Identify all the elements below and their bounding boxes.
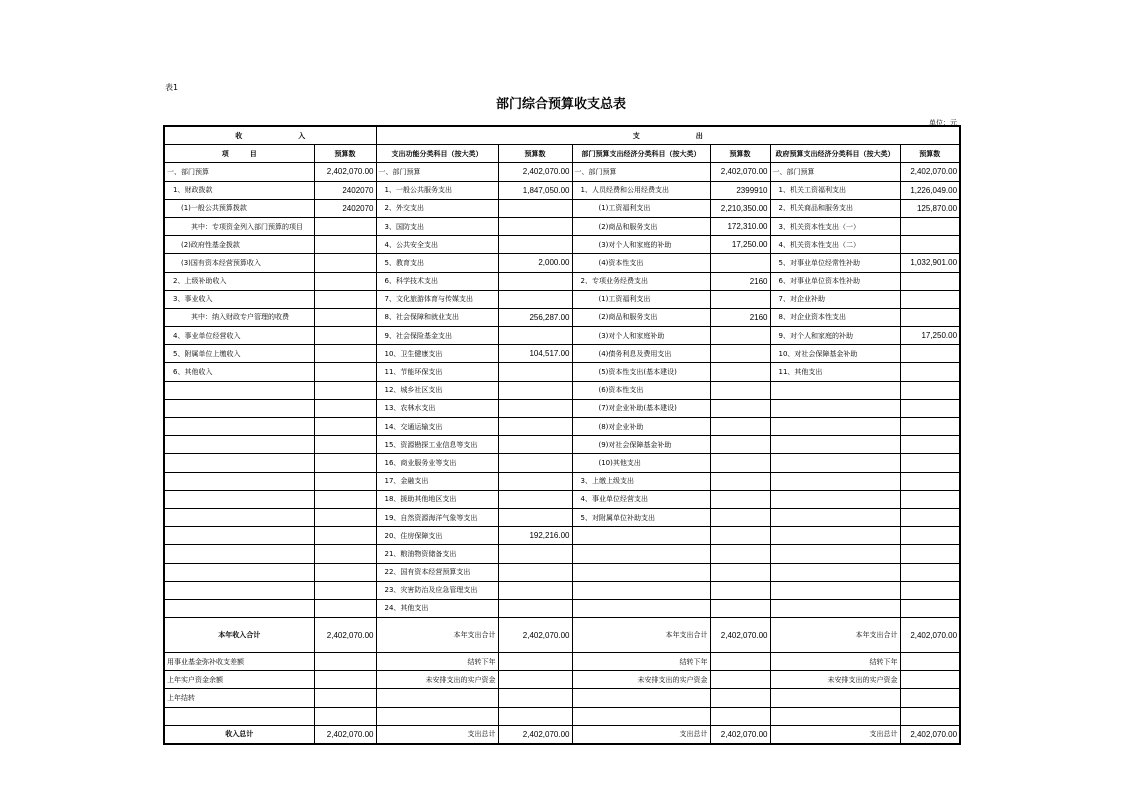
grand-income-label: 收入总计 [164, 725, 314, 744]
func-class-item: 8、社会保障和就业支出 [376, 308, 498, 326]
dept-econ-budget [710, 418, 770, 436]
gov-econ-budget [900, 599, 960, 617]
income-item: (3)国有资本经营预算收入 [164, 254, 314, 272]
func-class-item: 2、外交支出 [376, 199, 498, 217]
func-class-budget [498, 418, 572, 436]
gov-econ-budget [900, 527, 960, 545]
gov-econ-item: 1、机关工资福利支出 [770, 181, 900, 199]
gov-econ-budget [900, 217, 960, 235]
dept-econ-item [572, 563, 710, 581]
dept-econ-item: 3、上缴上级支出 [572, 472, 710, 490]
gov-econ-budget [900, 290, 960, 308]
table-row [164, 508, 960, 526]
table-row [164, 454, 960, 472]
func-class-item: 14、交通运输支出 [376, 418, 498, 436]
dept-econ-budget [710, 363, 770, 381]
func-class-item: 1、一般公共服务支出 [376, 181, 498, 199]
gov-econ-budget [900, 508, 960, 526]
income-item: (2)政府性基金拨款 [164, 236, 314, 254]
empty-cell [710, 671, 770, 689]
func-class-item: 10、卫生健康支出 [376, 345, 498, 363]
gov-econ-item [770, 527, 900, 545]
gov-econ-item: 3、机关资本性支出（一） [770, 217, 900, 235]
gov-econ-item: 8、对企业资本性支出 [770, 308, 900, 326]
col-header-budget: 预算数 [900, 145, 960, 163]
gov-econ-item: 11、其他支出 [770, 363, 900, 381]
dept-econ-item: (1)工资福利支出 [572, 199, 710, 217]
dept-econ-budget: 17,250.00 [710, 236, 770, 254]
dept-econ-item: 5、对附属单位补助支出 [572, 508, 710, 526]
grand-expense-value: 2,402,070.00 [710, 725, 770, 744]
func-class-item: 5、教育支出 [376, 254, 498, 272]
gov-econ-budget: 1,032,901.00 [900, 254, 960, 272]
gov-econ-item: 4、机关资本性支出（二） [770, 236, 900, 254]
income-budget [314, 418, 376, 436]
dept-econ-budget: 2160 [710, 308, 770, 326]
dept-econ-budget [710, 345, 770, 363]
income-budget: 2402070 [314, 181, 376, 199]
empty-cell [164, 707, 314, 725]
income-budget [314, 363, 376, 381]
table-row [164, 290, 960, 308]
income-item: 1、财政拨款 [164, 181, 314, 199]
empty-cell [770, 689, 900, 707]
dept-econ-budget [710, 254, 770, 272]
col-header-dept-econ: 部门预算支出经济分类科目（按大类） [572, 145, 710, 163]
func-class-budget [498, 472, 572, 490]
unit-label: 单位：元 [929, 119, 957, 127]
gov-econ-item: 5、对事业单位经常性补助 [770, 254, 900, 272]
col-header-budget: 预算数 [710, 145, 770, 163]
dept-econ-item: (2)商品和服务支出 [572, 308, 710, 326]
gov-econ-budget [900, 381, 960, 399]
func-class-budget [498, 545, 572, 563]
expense-total-value: 2,402,070.00 [498, 618, 572, 653]
income-budget [314, 308, 376, 326]
blank-row [164, 707, 960, 725]
gov-econ-budget [900, 272, 960, 290]
func-class-budget [498, 217, 572, 235]
table-row [164, 217, 960, 235]
dept-econ-budget [710, 327, 770, 345]
table-row [164, 436, 960, 454]
expense-group-header: 支 出 [376, 126, 960, 145]
gov-econ-budget: 17,250.00 [900, 327, 960, 345]
func-class-item: 24、其他支出 [376, 599, 498, 617]
expense-total-value: 2,402,070.00 [900, 618, 960, 653]
group-header-row [164, 126, 960, 145]
func-class-budget [498, 490, 572, 508]
empty-cell [376, 689, 498, 707]
income-item [164, 472, 314, 490]
dept-econ-budget: 2,402,070.00 [710, 163, 770, 181]
empty-cell [498, 689, 572, 707]
dept-econ-item: 一、部门预算 [572, 163, 710, 181]
dept-econ-item: 1、人员经费和公用经费支出 [572, 181, 710, 199]
func-class-budget [498, 454, 572, 472]
income-item [164, 399, 314, 417]
func-class-budget: 1,847,050.00 [498, 181, 572, 199]
gov-econ-item [770, 472, 900, 490]
prev-carry-row [164, 689, 960, 707]
func-class-item: 11、节能环保支出 [376, 363, 498, 381]
income-total-label: 本年收入合计 [164, 618, 314, 653]
table-row [164, 199, 960, 217]
dept-econ-item: (5)资本性支出(基本建设) [572, 363, 710, 381]
prev-carry-label: 上年结转 [164, 689, 314, 707]
prev-balance-row [164, 671, 960, 689]
income-item [164, 381, 314, 399]
income-budget [314, 581, 376, 599]
func-class-item: 17、金融支出 [376, 472, 498, 490]
table-row [164, 272, 960, 290]
dept-econ-item: (1)工资福利支出 [572, 290, 710, 308]
dept-econ-item: (3)对个人和家庭的补助 [572, 236, 710, 254]
table-row [164, 254, 960, 272]
dept-econ-item: (4)债务利息及费用支出 [572, 345, 710, 363]
income-item [164, 545, 314, 563]
grand-expense-value: 2,402,070.00 [900, 725, 960, 744]
func-class-item: 19、自然资源海洋气象等支出 [376, 508, 498, 526]
income-item: (1)一般公共预算拨款 [164, 199, 314, 217]
income-budget [314, 381, 376, 399]
func-class-item: 6、科学技术支出 [376, 272, 498, 290]
prev-balance-label: 上年实户资金余额 [164, 671, 314, 689]
income-budget: 2,402,070.00 [314, 163, 376, 181]
income-item: 其中：专项资金列入部门预算的项目 [164, 217, 314, 235]
income-budget [314, 472, 376, 490]
func-class-budget: 192,216.00 [498, 527, 572, 545]
dept-econ-budget [710, 290, 770, 308]
func-class-budget [498, 508, 572, 526]
table-row [164, 418, 960, 436]
func-class-budget [498, 599, 572, 617]
func-class-item: 4、公共安全支出 [376, 236, 498, 254]
func-class-budget: 2,000.00 [498, 254, 572, 272]
income-budget [314, 345, 376, 363]
func-class-budget [498, 436, 572, 454]
carry-label: 结转下年 [770, 653, 900, 671]
empty-cell [314, 653, 376, 671]
table-row [164, 490, 960, 508]
budget-table [163, 125, 961, 745]
gov-econ-budget [900, 454, 960, 472]
dept-econ-item [572, 527, 710, 545]
gov-econ-budget [900, 399, 960, 417]
gov-econ-item [770, 490, 900, 508]
col-header-func-class: 支出功能分类科目（按大类） [376, 145, 498, 163]
empty-cell [498, 707, 572, 725]
table-row [164, 163, 960, 181]
func-class-item: 13、农林水支出 [376, 399, 498, 417]
expense-total-label: 本年支出合计 [572, 618, 710, 653]
func-class-budget [498, 272, 572, 290]
gov-econ-item: 6、对事业单位资本性补助 [770, 272, 900, 290]
gov-econ-budget [900, 472, 960, 490]
gov-econ-item [770, 418, 900, 436]
func-class-budget [498, 199, 572, 217]
dept-econ-budget [710, 399, 770, 417]
income-budget: 2402070 [314, 199, 376, 217]
func-class-item: 21、粮油物资储备支出 [376, 545, 498, 563]
empty-cell [900, 707, 960, 725]
income-budget [314, 490, 376, 508]
table-row [164, 545, 960, 563]
func-class-budget [498, 363, 572, 381]
income-budget [314, 508, 376, 526]
income-item [164, 599, 314, 617]
func-class-budget [498, 399, 572, 417]
table-row [164, 181, 960, 199]
func-class-item: 7、文化旅游体育与传媒支出 [376, 290, 498, 308]
grand-expense-label: 支出总计 [770, 725, 900, 744]
empty-cell [710, 653, 770, 671]
dept-econ-item: 2、专项业务经费支出 [572, 272, 710, 290]
table-row [164, 363, 960, 381]
income-budget [314, 563, 376, 581]
func-class-budget: 256,287.00 [498, 308, 572, 326]
table-row [164, 472, 960, 490]
table-row [164, 527, 960, 545]
func-class-budget [498, 381, 572, 399]
gov-econ-item: 7、对企业补助 [770, 290, 900, 308]
dept-econ-item [572, 599, 710, 617]
income-item [164, 527, 314, 545]
gov-econ-budget [900, 345, 960, 363]
table-row [164, 581, 960, 599]
dept-econ-item: (2)商品和服务支出 [572, 217, 710, 235]
gov-econ-item [770, 599, 900, 617]
income-budget [314, 454, 376, 472]
empty-cell [900, 653, 960, 671]
dept-econ-item: (7)对企业补助(基本建设) [572, 399, 710, 417]
func-class-item: 16、商业服务业等支出 [376, 454, 498, 472]
gov-econ-budget [900, 563, 960, 581]
dept-econ-item: (3)对个人和家庭补助 [572, 327, 710, 345]
table-row [164, 308, 960, 326]
dept-econ-budget [710, 381, 770, 399]
dept-econ-item: (10)其他支出 [572, 454, 710, 472]
dept-econ-budget [710, 527, 770, 545]
gov-econ-item [770, 381, 900, 399]
empty-cell [314, 689, 376, 707]
empty-cell [710, 689, 770, 707]
empty-cell [314, 671, 376, 689]
table-row [164, 599, 960, 617]
income-budget [314, 254, 376, 272]
dept-econ-item [572, 545, 710, 563]
fund-label: 用事业基金弥补收支差额 [164, 653, 314, 671]
func-class-item: 12、城乡社区支出 [376, 381, 498, 399]
gov-econ-budget: 125,870.00 [900, 199, 960, 217]
empty-cell [498, 653, 572, 671]
dept-econ-budget: 2,210,350.00 [710, 199, 770, 217]
func-class-item: 3、国防支出 [376, 217, 498, 235]
table-row [164, 563, 960, 581]
gov-econ-budget [900, 581, 960, 599]
gov-econ-item [770, 581, 900, 599]
year-total-row [164, 618, 960, 653]
carry-label: 结转下年 [376, 653, 498, 671]
gov-econ-budget [900, 308, 960, 326]
func-class-item: 9、社会保险基金支出 [376, 327, 498, 345]
gov-econ-budget: 2,402,070.00 [900, 163, 960, 181]
func-class-budget [498, 236, 572, 254]
page-title: 部门综合预算收支总表 [495, 97, 626, 112]
func-class-item: 18、援助其他地区支出 [376, 490, 498, 508]
income-group-header: 收 入 [164, 126, 376, 145]
income-total-value: 2,402,070.00 [314, 618, 376, 653]
table-row [164, 381, 960, 399]
table-row [164, 345, 960, 363]
income-item: 2、上级补助收入 [164, 272, 314, 290]
dept-econ-item: (9)对社会保障基金补助 [572, 436, 710, 454]
table-row [164, 236, 960, 254]
gov-econ-item [770, 399, 900, 417]
grand-income-value: 2,402,070.00 [314, 725, 376, 744]
dept-econ-budget [710, 472, 770, 490]
func-class-budget: 104,517.00 [498, 345, 572, 363]
income-budget [314, 327, 376, 345]
empty-cell [710, 707, 770, 725]
expense-total-value: 2,402,070.00 [710, 618, 770, 653]
gov-econ-item [770, 545, 900, 563]
gov-econ-item [770, 454, 900, 472]
income-item [164, 490, 314, 508]
income-item: 其中：纳入财政专户管理的收费 [164, 308, 314, 326]
grand-expense-value: 2,402,070.00 [498, 725, 572, 744]
dept-econ-budget: 2399910 [710, 181, 770, 199]
income-budget [314, 545, 376, 563]
unarranged-label: 未安排支出的实户资金 [376, 671, 498, 689]
gov-econ-budget [900, 236, 960, 254]
empty-cell [900, 671, 960, 689]
func-class-item: 23、灾害防治及应急管理支出 [376, 581, 498, 599]
income-item: 4、事业单位经营收入 [164, 327, 314, 345]
income-budget [314, 217, 376, 235]
dept-econ-item [572, 581, 710, 599]
gov-econ-item: 10、对社会保障基金补助 [770, 345, 900, 363]
income-budget [314, 290, 376, 308]
empty-cell [572, 707, 710, 725]
income-item: 一、部门预算 [164, 163, 314, 181]
table-number-label: 表1 [165, 83, 179, 92]
gov-econ-budget [900, 490, 960, 508]
dept-econ-budget [710, 581, 770, 599]
dept-econ-budget: 2160 [710, 272, 770, 290]
dept-econ-item: (6)资本性支出 [572, 381, 710, 399]
empty-cell [900, 689, 960, 707]
col-header-budget: 预算数 [498, 145, 572, 163]
dept-econ-budget: 172,310.00 [710, 217, 770, 235]
empty-cell [498, 671, 572, 689]
income-item: 6、其他收入 [164, 363, 314, 381]
gov-econ-item [770, 436, 900, 454]
gov-econ-budget [900, 418, 960, 436]
gov-econ-item [770, 563, 900, 581]
gov-econ-budget: 1,226,049.00 [900, 181, 960, 199]
income-item [164, 454, 314, 472]
col-header-gov-econ: 政府预算支出经济分类科目（按大类） [770, 145, 900, 163]
col-header-budget: 预算数 [314, 145, 376, 163]
income-budget [314, 236, 376, 254]
gov-econ-item: 一、部门预算 [770, 163, 900, 181]
table-row [164, 327, 960, 345]
func-class-item: 15、资源勘探工业信息等支出 [376, 436, 498, 454]
empty-cell [770, 707, 900, 725]
dept-econ-budget [710, 508, 770, 526]
column-header-row [164, 145, 960, 163]
func-class-item: 22、国有资本经营预算支出 [376, 563, 498, 581]
income-item [164, 508, 314, 526]
carry-label: 结转下年 [572, 653, 710, 671]
dept-econ-budget [710, 436, 770, 454]
func-class-item: 20、住房保障支出 [376, 527, 498, 545]
income-budget [314, 272, 376, 290]
gov-econ-budget [900, 545, 960, 563]
income-budget [314, 399, 376, 417]
dept-econ-budget [710, 599, 770, 617]
unarranged-label: 未安排支出的实户资金 [572, 671, 710, 689]
expense-total-label: 本年支出合计 [376, 618, 498, 653]
grand-expense-label: 支出总计 [572, 725, 710, 744]
income-item [164, 418, 314, 436]
empty-cell [376, 707, 498, 725]
func-class-budget [498, 581, 572, 599]
grand-total-row [164, 725, 960, 744]
func-class-budget: 2,402,070.00 [498, 163, 572, 181]
grand-expense-label: 支出总计 [376, 725, 498, 744]
fund-row [164, 653, 960, 671]
gov-econ-item [770, 508, 900, 526]
dept-econ-budget [710, 454, 770, 472]
income-item [164, 563, 314, 581]
dept-econ-item: 4、事业单位经营支出 [572, 490, 710, 508]
income-item: 3、事业收入 [164, 290, 314, 308]
gov-econ-item: 9、对个人和家庭的补助 [770, 327, 900, 345]
unarranged-label: 未安排支出的实户资金 [770, 671, 900, 689]
empty-cell [314, 707, 376, 725]
dept-econ-item: (4)资本性支出 [572, 254, 710, 272]
dept-econ-budget [710, 545, 770, 563]
col-header-item: 项 目 [164, 145, 314, 163]
func-class-item: 一、部门预算 [376, 163, 498, 181]
gov-econ-budget [900, 436, 960, 454]
income-budget [314, 599, 376, 617]
func-class-budget [498, 290, 572, 308]
income-budget [314, 527, 376, 545]
gov-econ-item: 2、机关商品和服务支出 [770, 199, 900, 217]
func-class-budget [498, 327, 572, 345]
table-row [164, 399, 960, 417]
dept-econ-budget [710, 563, 770, 581]
income-item: 5、附属单位上缴收入 [164, 345, 314, 363]
func-class-budget [498, 563, 572, 581]
empty-cell [572, 689, 710, 707]
income-item [164, 581, 314, 599]
expense-total-label: 本年支出合计 [770, 618, 900, 653]
income-budget [314, 436, 376, 454]
dept-econ-budget [710, 490, 770, 508]
dept-econ-item: (8)对企业补助 [572, 418, 710, 436]
gov-econ-budget [900, 363, 960, 381]
income-item [164, 436, 314, 454]
